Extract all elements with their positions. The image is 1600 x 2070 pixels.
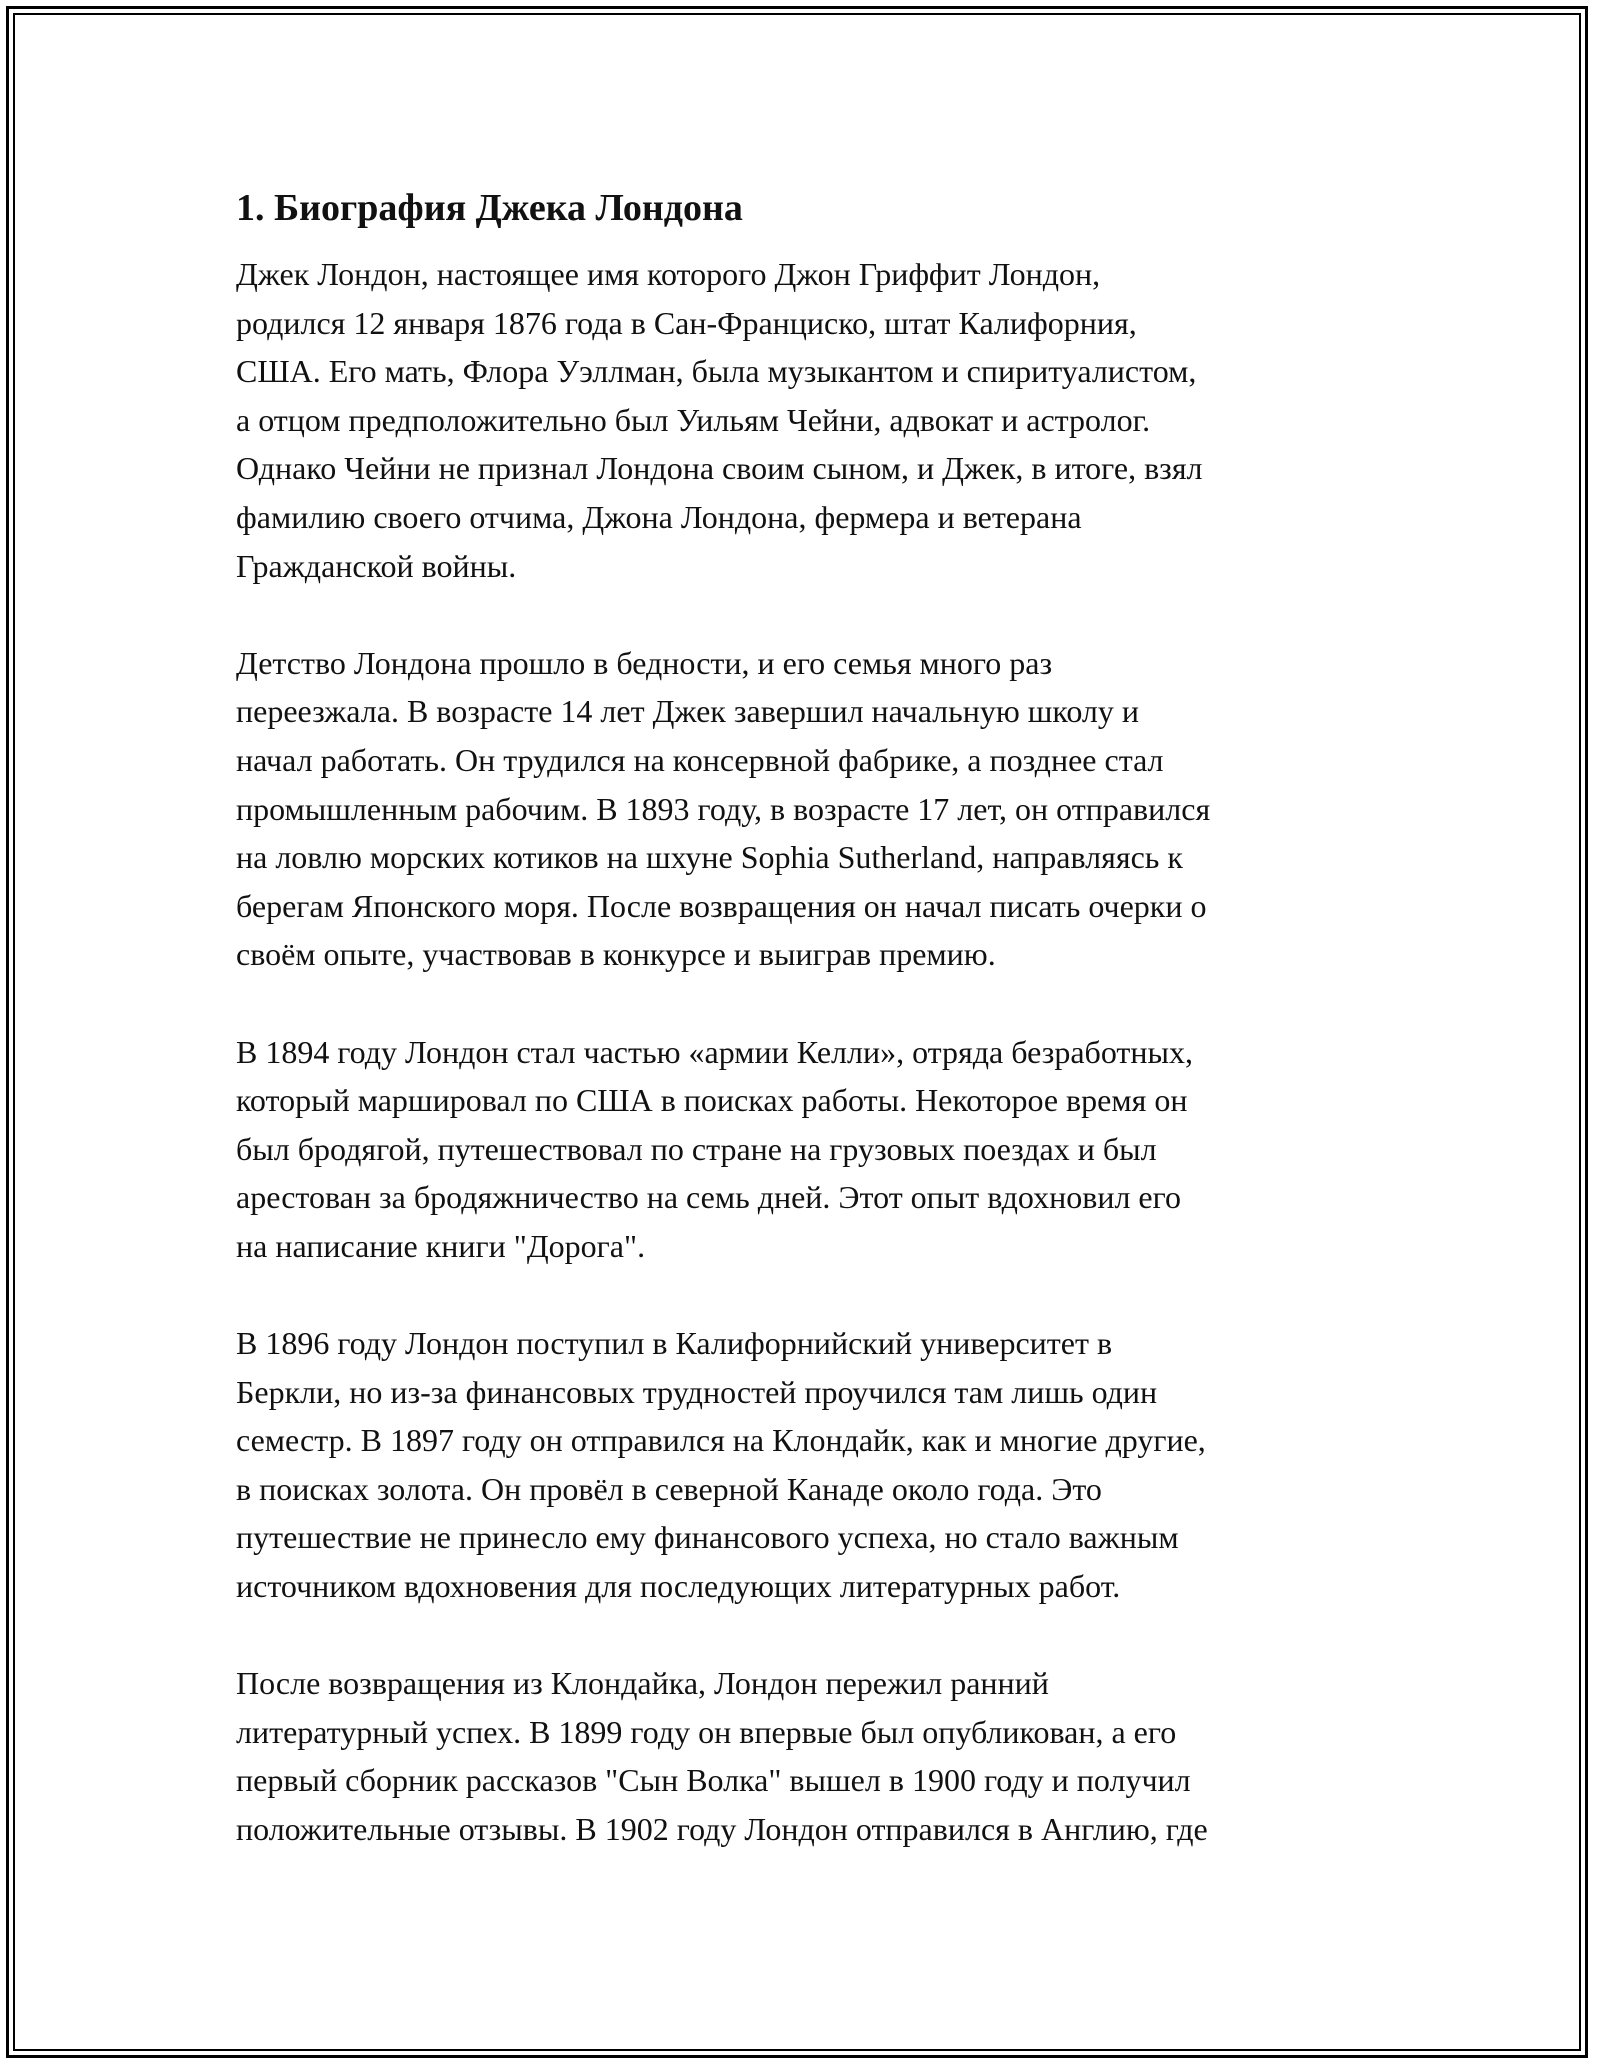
section-heading: 1. Биография Джека Лондона — [236, 187, 743, 229]
document-body — [236, 182, 1406, 1902]
paragraph-4: В 1896 году Лондон поступил в Калифорнийский университет в Беркли, но из-за финансовых трудностей проучился там лишь один семестр. В 1897 году он отправился на Клондайк, как и многие другие, в поисках золота. Он провёл в северной Канаде около года. Это путешествие не принесло ему финансового успеха, но стало важным источником вдохновения для последующих литературных работ. — [236, 1325, 1206, 1605]
paragraph-5: После возвращения из Клондайка, Лондон пережил ранний литературный успех. В 1899 году он впервые был опубликован, а его первый сборник рассказов "Сын Волка" вышел в 1900 году и получил положительные отзывы. В 1902 году Лондон отправился в Англию, где — [236, 1665, 1208, 1847]
paragraph-2: Детство Лондона прошло в бедности, и его семья много раз переезжала. В возрасте 14 лет Джек завершил начальную школу и начал работать. Он трудился на консервной фабрике, а позднее стал промышленным рабочим. В 1893 году, в возрасте 17 лет, он отправился на ловлю морских котиков на шхуне Sophia Sutherland, направляясь к берегам Японского моря. После возвращения он начал писать очерки о своём опыте, участвовав в конкурсе и выиграв премию. — [236, 644, 1211, 973]
paragraph-3: В 1894 году Лондон стал частью «армии Келли», отряда безработных, который маршировал по США в поисках работы. Некоторое время он был бродягой, путешествовал по стране на грузовых поездах и был арестован за бродяжничество на семь дней. Этот опыт вдохновил его на написание книги "Дорога". — [236, 1033, 1194, 1264]
paragraph-1: Джек Лондон, настоящее имя которого Джон Гриффит Лондон, родился 12 января 1876 года в Сан-Франциско, штат Калифорния, США. Его мать, Флора Уэллман, была музыкантом и спиритуалистом, а отцом предположительно был Уильям Чейни, адвокат и астролог. Однако Чейни не признал Лондона своим сыном, и Джек, в итоге, взял фамилию своего отчима, Джона Лондона, фермера и ветерана Гражданской войны. — [236, 256, 1203, 584]
